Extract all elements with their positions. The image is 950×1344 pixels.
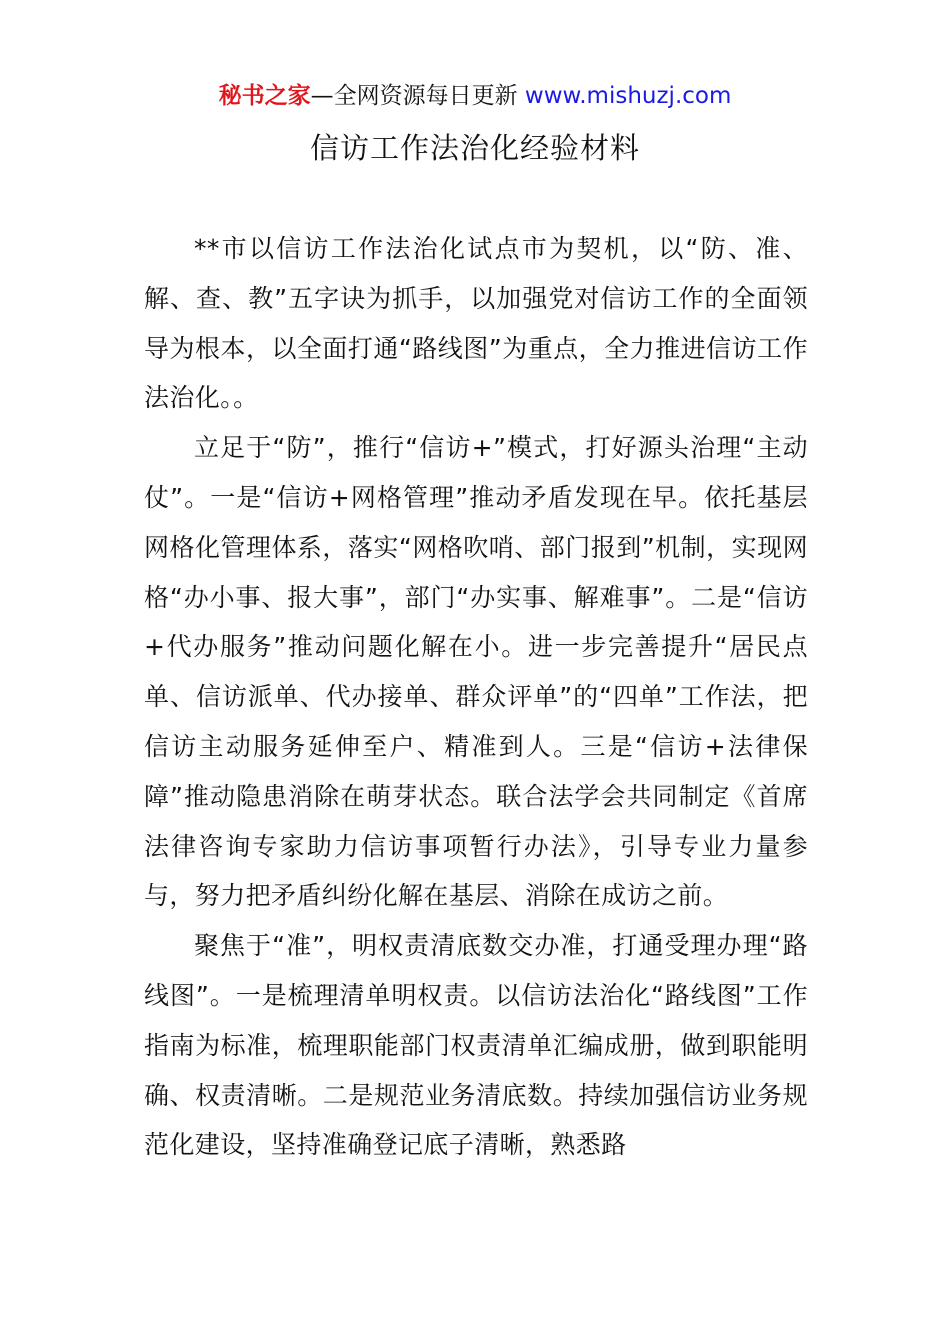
- paragraph-accuracy: 聚焦于“准”，明权责清底数交办准，打通受理办理“路线图”。一是梳理清单明权责。以信访法治化“路线图”工作指南为标准，梳理职能部门权责清单汇编成册，做到职能明确、权责清晰。二是规范业务清底数。持续加强信访业务规范化建设，坚持准确登记底子清晰，熟悉路: [144, 931, 808, 1160]
- site-header: [0, 80, 950, 112]
- paragraph-intro: **市以信访工作法治化试点市为契机，以“防、准、解、查、教”五字诀为抓手，以加强党对信访工作的全面领导为根本，以全面打通“路线图”为重点，全力推进信访工作法治化。。: [144, 234, 808, 413]
- document-title: 信访工作法治化经验材料: [309, 131, 640, 165]
- site-url[interactable]: www.mishuzj.com: [524, 83, 732, 109]
- document-body: [144, 224, 808, 1170]
- paragraph-prevention: 立足于“防”，推行“信访+”模式，打好源头治理“主动仗”。一是“信访+网格管理”推动矛盾发现在早。依托基层网格化管理体系，落实“网格吹哨、部门报到”机制，实现网格“办小事、报大事”，部门“办实事、解难事”。二是“信访+代办服务”推动问题化解在小。进一步完善提升“居民点单、信访派单、代办接单、群众评单”的“四单”工作法，把信访主动服务延伸至户、精准到人。三是“信访+法律保障”推动隐患消除在萌芽状态。联合法学会共同制定《首席法律咨询专家助力信访事项暂行办法》，引导专业力量参与，努力把矛盾纠纷化解在基层、消除在成访之前。: [144, 433, 808, 911]
- header-tagline: —全网资源每日更新: [310, 83, 525, 109]
- brand-name: 秘书之家: [218, 83, 311, 109]
